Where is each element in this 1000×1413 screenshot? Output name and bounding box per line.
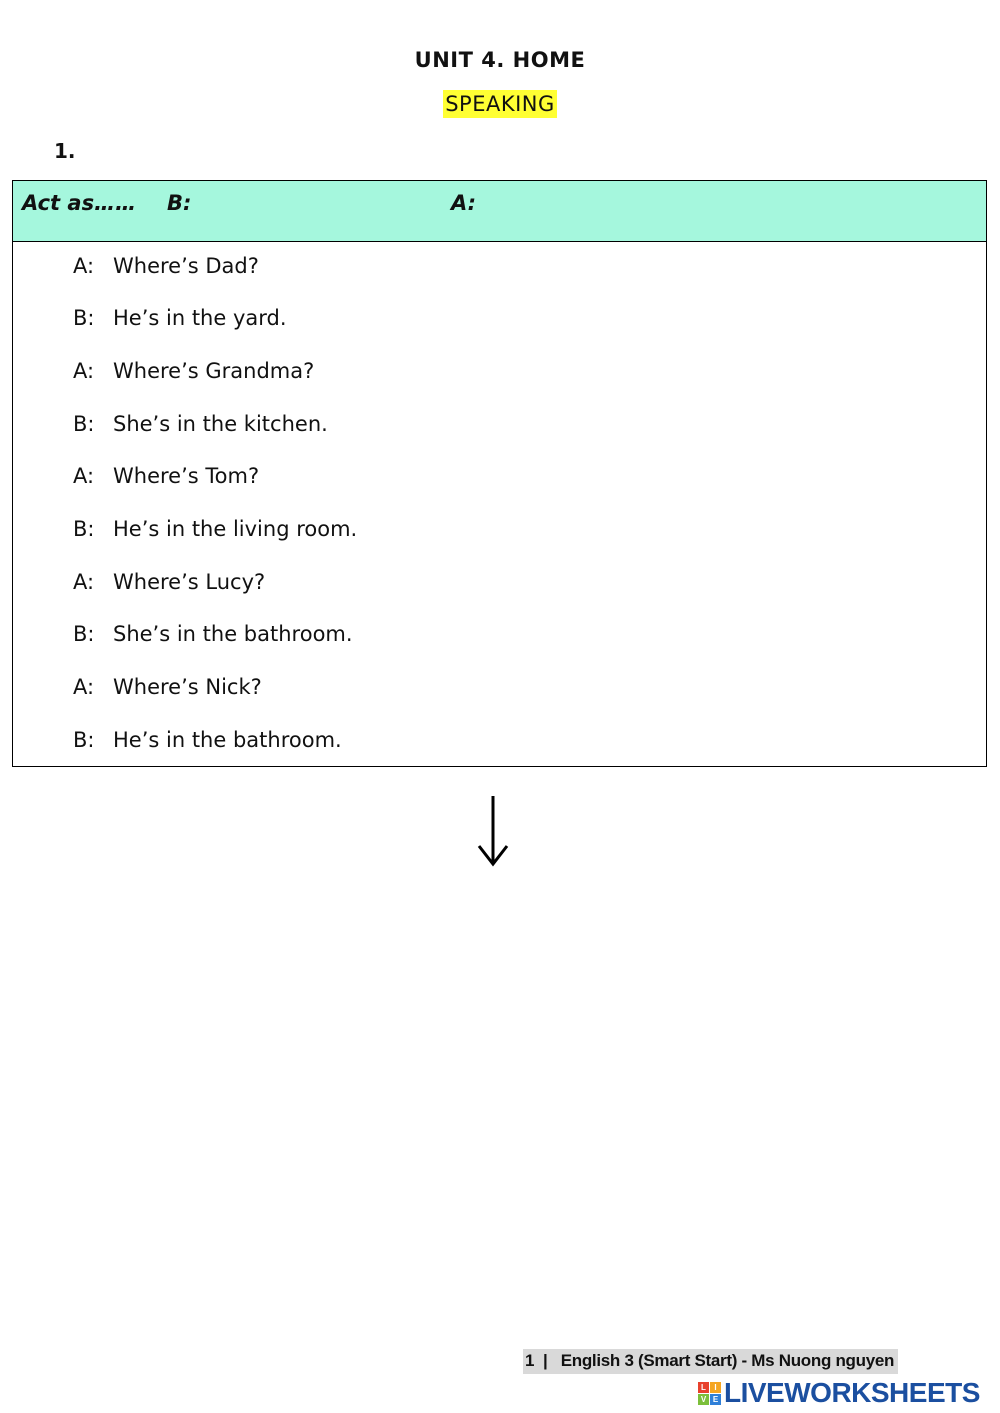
speaker-label: B: <box>73 728 95 752</box>
logo-letter-v: V <box>698 1394 709 1405</box>
section-wrap <box>0 90 1000 118</box>
speaker-label: A: <box>73 464 95 488</box>
section-title: SPEAKING <box>445 92 555 116</box>
role-b-label: B: <box>167 191 192 215</box>
line-text: She’s in the bathroom. <box>113 622 353 646</box>
line-text: He’s in the bathroom. <box>113 728 342 752</box>
page-footer: 1 | English 3 (Smart Start) - Ms Nuong nguyen <box>523 1349 898 1374</box>
page-title: UNIT 4. HOME <box>414 48 586 72</box>
line-text: He’s in the living room. <box>113 517 358 541</box>
speaker-label: A: <box>73 675 95 699</box>
line-text: Where’s Lucy? <box>113 570 266 594</box>
line-text: Where’s Dad? <box>113 254 259 278</box>
line-text: Where’s Tom? <box>113 464 260 488</box>
act-as-label: Act as…… <box>22 191 137 215</box>
exercise-number: 1. <box>54 139 76 163</box>
speaker-label: A: <box>73 254 95 278</box>
liveworksheets-icon <box>698 1382 721 1405</box>
speaker-label: B: <box>73 412 95 436</box>
speaker-label: B: <box>73 517 95 541</box>
line-text: He’s in the yard. <box>113 306 287 330</box>
dialogue-table <box>12 180 987 767</box>
line-text: Where’s Nick? <box>113 675 262 699</box>
down-arrow-icon <box>475 794 511 872</box>
table-header <box>13 181 986 242</box>
logo-letter-l: L <box>698 1382 709 1393</box>
speaker-label: A: <box>73 359 95 383</box>
line-text: She’s in the kitchen. <box>113 412 328 436</box>
role-a-label: A: <box>451 191 477 215</box>
logo-letter-e: E <box>710 1394 721 1405</box>
speaker-label: A: <box>73 570 95 594</box>
line-text: Where’s Grandma? <box>113 359 315 383</box>
speaker-label: B: <box>73 622 95 646</box>
logo-letter-i: I <box>710 1382 721 1393</box>
liveworksheets-wordmark: LIVEWORKSHEETS <box>724 1377 980 1408</box>
liveworksheets-logo <box>698 1378 980 1408</box>
speaker-label: B: <box>73 306 95 330</box>
